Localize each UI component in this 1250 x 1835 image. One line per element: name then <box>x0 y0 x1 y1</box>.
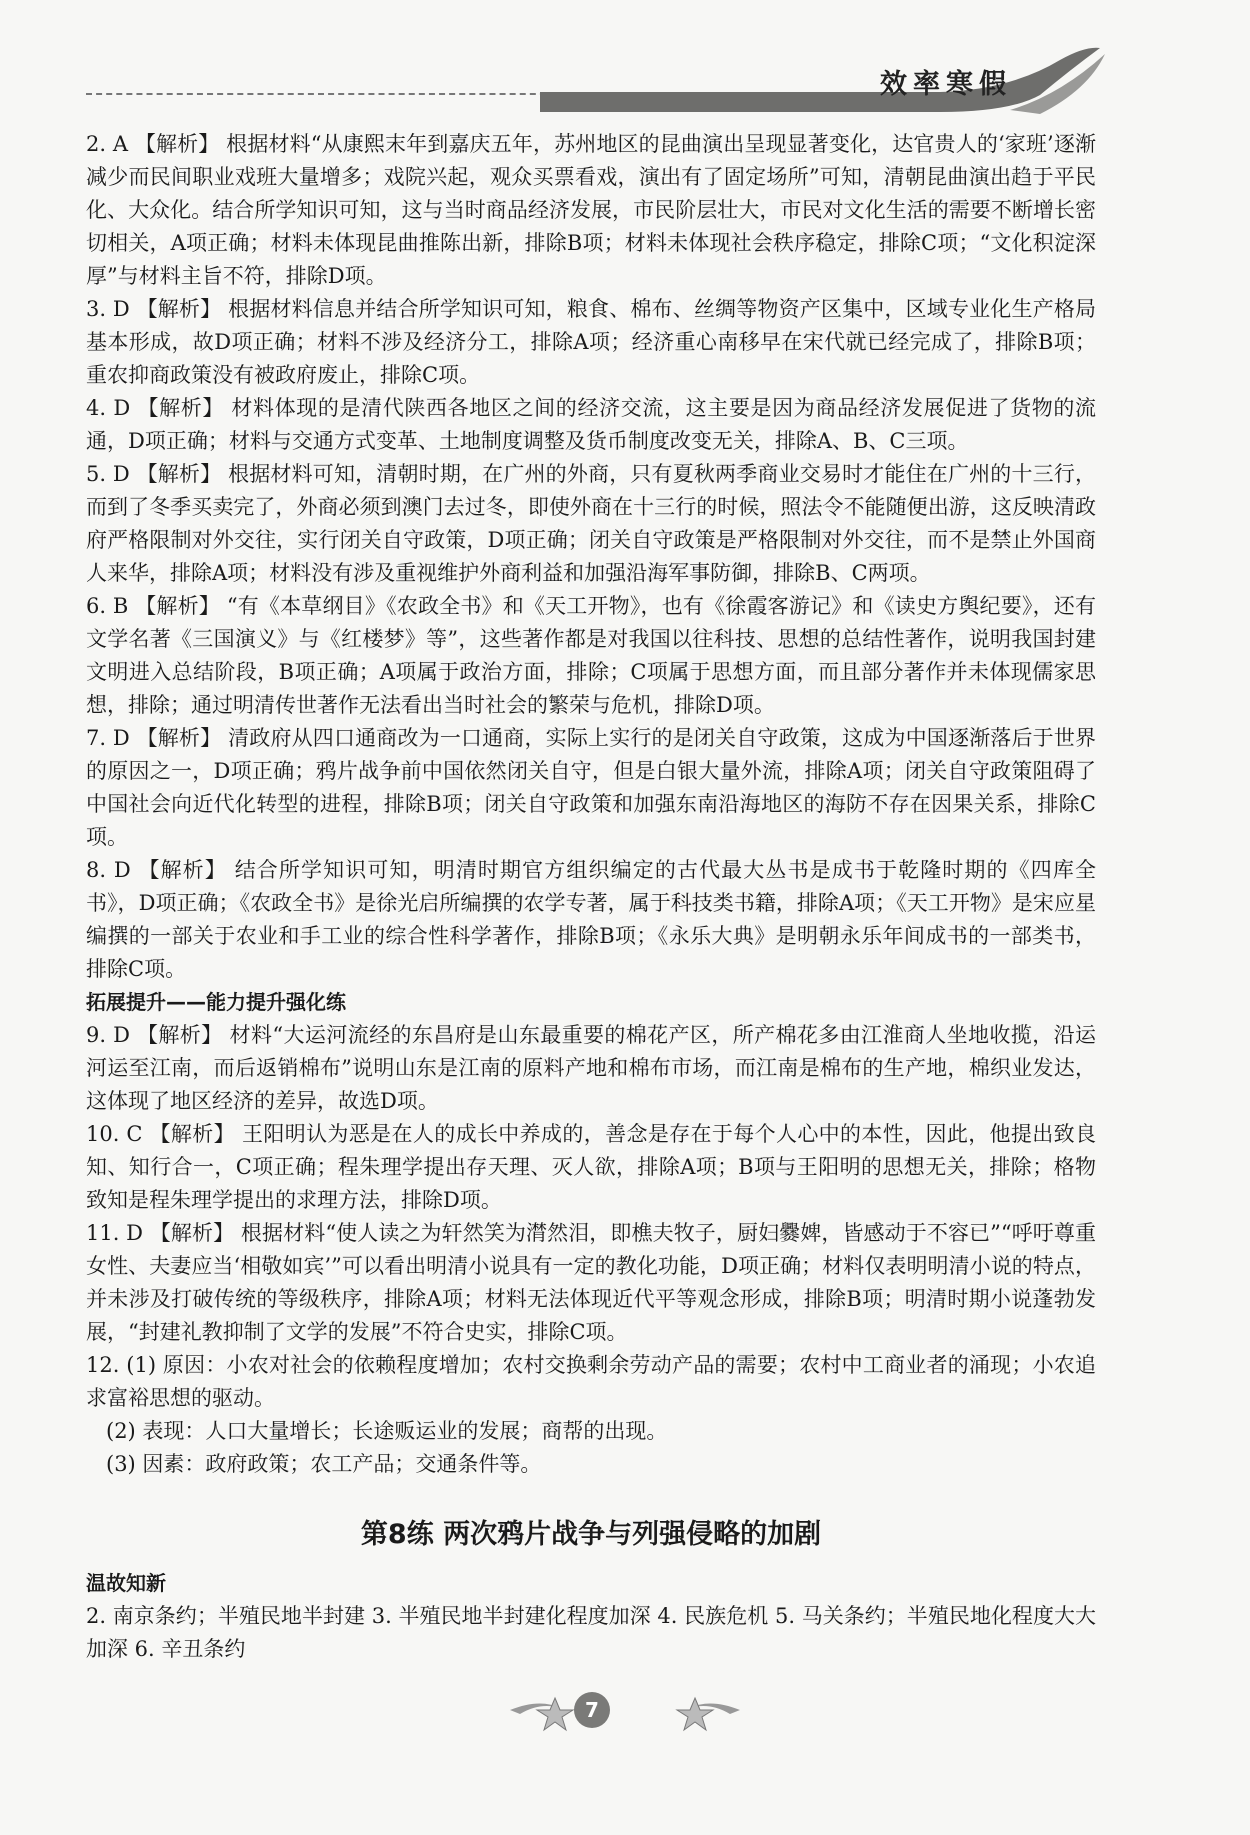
answer-item <box>86 590 1096 722</box>
answer-text: (2) 表现：人口大量增长；长途贩运业的发展；商帮的出现。 <box>106 1419 668 1443</box>
answer-subitem <box>86 1448 1096 1481</box>
answer-text: 6. B 【解析】 “有《本草纲目》《农政全书》和《天工开物》，也有《徐霞客游记》和《读史方舆纪要》，还有文学名著《三国演义》与《红楼梦》等”，这些著作都是对我国以往科技、思想的总结性著作，说明我国封建文明进入总结阶段，B项正确；A项属于政治方面，排除；C项属于思想方面，而且部分著作并未体现儒家思想，排除；通过明清传世著作无法看出当时社会的繁荣与危机，排除D项。 <box>86 594 1096 717</box>
page-header <box>0 0 1250 120</box>
answer-item <box>86 392 1096 458</box>
header-title: 效率寒假 <box>880 69 1012 100</box>
answer-text: 5. D 【解析】 根据材料可知，清朝时期，在广州的外商，只有夏秋两季商业交易时才能住在广州的十三行，而到了冬季买卖完了，外商必须到澳门去过冬，即使外商在十三行的时候，照法令不能随便出游，这反映清政府严格限制对外交往，实行闭关自守政策，D项正确；闭关自守政策是严格限制对外交往，而不是禁止外国商人来华，排除A项；材料没有涉及重视维护外商利益和加强沿海军事防御，排除B、C两项。 <box>86 462 1096 585</box>
answer-text: 2. 南京条约；半殖民地半封建 3. 半殖民地半封建化程度加深 4. 民族危机 5. 马关条约；半殖民地化程度大大加深 6. 辛丑条约 <box>86 1604 1096 1661</box>
answer-text: 12. (1) 原因：小农对社会的依赖程度增加；农村交换剩余劳动产品的需要；农村中工商业者的涌现；小农追求富裕思想的驱动。 <box>86 1353 1096 1410</box>
header-dashed-rule <box>86 93 556 95</box>
answer-item <box>86 854 1096 986</box>
answer-content <box>86 128 1096 1666</box>
section-subheading: 拓展提升——能力提升强化练 <box>86 990 346 1014</box>
answer-item <box>86 1349 1096 1415</box>
page-number: 7 <box>574 1692 610 1728</box>
answer-text: 4. D 【解析】 材料体现的是清代陕西各地区之间的经济交流，这主要是因为商品经济发展促进了货物的流通，D项正确；材料与交通方式变革、土地制度调整及货币制度改变无关，排除A、B、C三项。 <box>86 396 1096 453</box>
answer-item <box>86 722 1096 854</box>
review-answers <box>86 1600 1096 1666</box>
answer-subitem <box>86 1415 1096 1448</box>
answer-text: 7. D 【解析】 清政府从四口通商改为一口通商，实际上实行的是闭关自守政策，这成为中国逐渐落后于世界的原因之一，D项正确；鸦片战争前中国依然闭关自守，但是白银大量外流，排除A项；闭关自守政策阻碍了中国社会向近代化转型的进程，排除B项；闭关自守政策和加强东南沿海地区的海防不存在因果关系，排除C项。 <box>86 726 1096 849</box>
footer-star-decoration <box>480 1680 770 1740</box>
answer-item <box>86 458 1096 590</box>
answer-text: 8. D 【解析】 结合所学知识可知，明清时期官方组织编定的古代最大丛书是成书于乾隆时期的《四库全书》，D项正确；《农政全书》是徐光启所编撰的农学专著，属于科技类书籍，排除A项；《天工开物》是宋应星编撰的一部关于农业和手工业的综合性科学著作，排除B项；《永乐大典》是明朝永乐年间成书的一部类书，排除C项。 <box>86 858 1096 981</box>
section-subheading: 温故知新 <box>86 1571 166 1595</box>
answer-item <box>86 1019 1096 1118</box>
answer-item <box>86 1217 1096 1349</box>
answer-text: 9. D 【解析】 材料“大运河流经的东昌府是山东最重要的棉花产区，所产棉花多由江淮商人坐地收揽，沿运河运至江南，而后返销棉布”说明山东是江南的原料产地和棉布市场，而江南是棉布的生产地，棉织业发达，这体现了地区经济的差异，故选D项。 <box>86 1023 1096 1113</box>
answer-item <box>86 128 1096 293</box>
answer-text: 10. C 【解析】 王阳明认为恶是在人的成长中养成的，善念是存在于每个人心中的本性，因此，他提出致良知、知行合一，C项正确；程朱理学提出存天理、灭人欲，排除A项；B项与王阳明的思想无关，排除；格物致知是程朱理学提出的求理方法，排除D项。 <box>86 1122 1096 1212</box>
answer-text: 3. D 【解析】 根据材料信息并结合所学知识可知，粮食、棉布、丝绸等物资产区集中，区域专业化生产格局基本形成，故D项正确；材料不涉及经济分工，排除A项；经济重心南移早在宋代就已经完成了，排除B项；重农抑商政策没有被政府废止，排除C项。 <box>86 297 1096 387</box>
answer-item <box>86 1118 1096 1217</box>
answer-text: 2. A 【解析】 根据材料“从康熙末年到嘉庆五年，苏州地区的昆曲演出呈现显著变化，达官贵人的‘家班’逐渐减少而民间职业戏班大量增多；戏院兴起，观众买票看戏，演出有了固定场所”可知，清朝昆曲演出趋于平民化、大众化。结合所学知识可知，这与当时商品经济发展，市民阶层壮大，市民对文化生活的需要不断增长密切相关，A项正确；材料未体现昆曲推陈出新，排除B项；材料未体现社会秩序稳定，排除C项；“文化积淀深厚”与材料主旨不符，排除D项。 <box>86 132 1096 288</box>
section-title: 第8练 两次鸦片战争与列强侵略的加剧 <box>360 1519 822 1550</box>
answer-item <box>86 293 1096 392</box>
answer-text: 11. D 【解析】 根据材料“使人读之为轩然笑为潸然泪，即樵夫牧子，厨妇爨婢，皆感动于不容已”“呼吁尊重女性、夫妻应当‘相敬如宾’”可以看出明清小说具有一定的教化功能，D项正确；材料仅表明明清小说的特点，并未涉及打破传统的等级秩序，排除A项；材料无法体现近代平等观念形成，排除B项；明清时期小说蓬勃发展，“封建礼教抑制了文学的发展”不符合史实，排除C项。 <box>86 1221 1096 1344</box>
header-swoosh-decoration <box>540 40 1110 120</box>
answer-text: (3) 因素：政府政策；农工产品；交通条件等。 <box>106 1452 542 1476</box>
